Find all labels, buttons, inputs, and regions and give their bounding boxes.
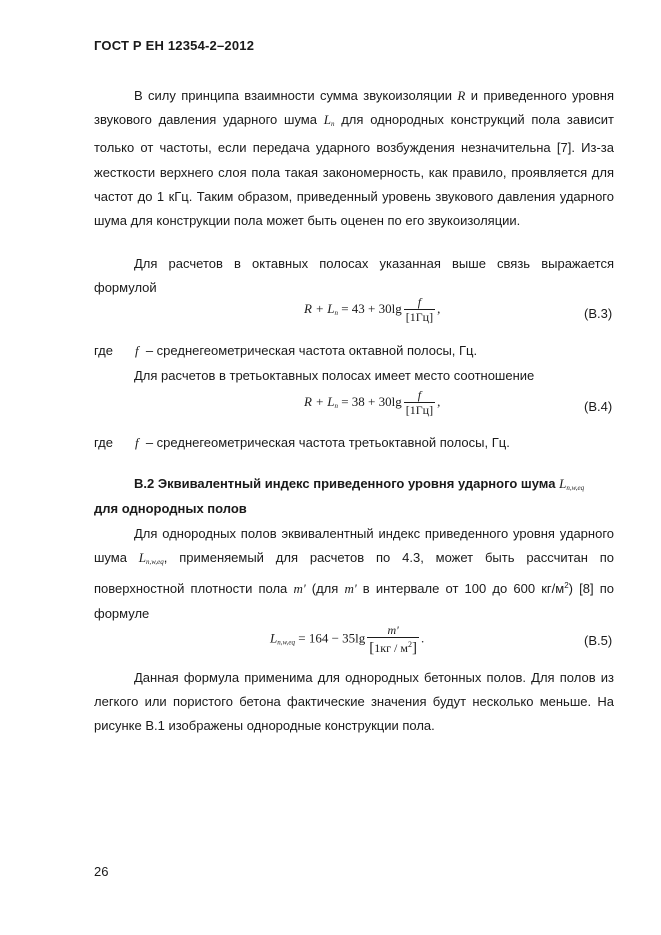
formula-b4: $R + L_n = 38 + 30\lg$ $\frac{f}{[1Гц]}$ , bbox=[304, 388, 441, 417]
symbol-Lnweq-inline: $L_{n,w,eq}$ bbox=[138, 550, 164, 567]
paragraph-third-octave: Для расчетов в третьоктавных полосах имеет место соотношение bbox=[134, 368, 535, 383]
symbol-Lnweq: $L_{n,w,eq}$ bbox=[559, 476, 585, 492]
paragraph-concrete: Данная формула применима для однородных бетонных полов. Для полов из легкого или пористого бетона фактические значения будут несколько меньше. На рисунке В.1 изображены однородные конструкции пола. bbox=[94, 670, 614, 734]
document-header: ГОСТ Р ЕН 12354-2–2012 bbox=[94, 38, 255, 53]
where-b3: где f – среднегеометрическая частота октавной полосы, Гц. bbox=[94, 343, 478, 358]
paragraph-octave: Для расчетов в октавных полосах указанная выше связь выражается формулой bbox=[94, 256, 614, 296]
symbol-Ln: $L_n$ bbox=[323, 112, 335, 129]
equation-number-b5: (В.5) bbox=[584, 633, 613, 648]
equation-number-b3: (В.3) bbox=[584, 306, 613, 321]
section-heading-b2: В.2 Эквивалентный индекс приведенного уровня ударного шума $L_{n,w,eq}$ bbox=[134, 476, 585, 492]
where-b4: где f – среднегеометрическая частота третьоктавной полосы, Гц. bbox=[94, 435, 510, 450]
symbol-R: R bbox=[457, 88, 466, 103]
formula-b5: $L_{n,w,eq} = 164 - 35\lg$ $\frac{m'}{[1кг / м^2]}$ . bbox=[270, 623, 425, 656]
formula-b3: $R + L_n = 43 + 30\lg$ $\frac{f}{[1Гц]}$ , bbox=[304, 295, 441, 324]
equation-number-b4: (В.4) bbox=[584, 399, 613, 414]
paragraph-homogeneous: Для однородных полов эквивалентный индекс приведенного уровня ударного шума $L_{n,w,eq}$, применяемый для расчетов по 4.3, может быть рассчитан по поверхностной плотности пола m' (для m' в интервале от 100 до 600 $кг/м^2$) [8] по формуле bbox=[94, 526, 615, 621]
page-number: 26 bbox=[94, 864, 109, 879]
paragraph-reciprocity: В силу принципа взаимности сумма звукоизоляции R и приведенного уровня звукового давления ударного шума $L_n$ для однородных конструкций пола зависит только от частоты, если передача ударного возбуждения незначительна [7]. Из-за жесткости верхнего слоя пола такая закономерность, как правило, проявляется для частот до 1 кГц. Таким образом, приведенный уровень звукового давления ударного шума для конструкции пола может быть оценен по его звукоизоляции. bbox=[94, 88, 614, 229]
section-heading-b2-cont: для однородных полов bbox=[94, 501, 247, 516]
